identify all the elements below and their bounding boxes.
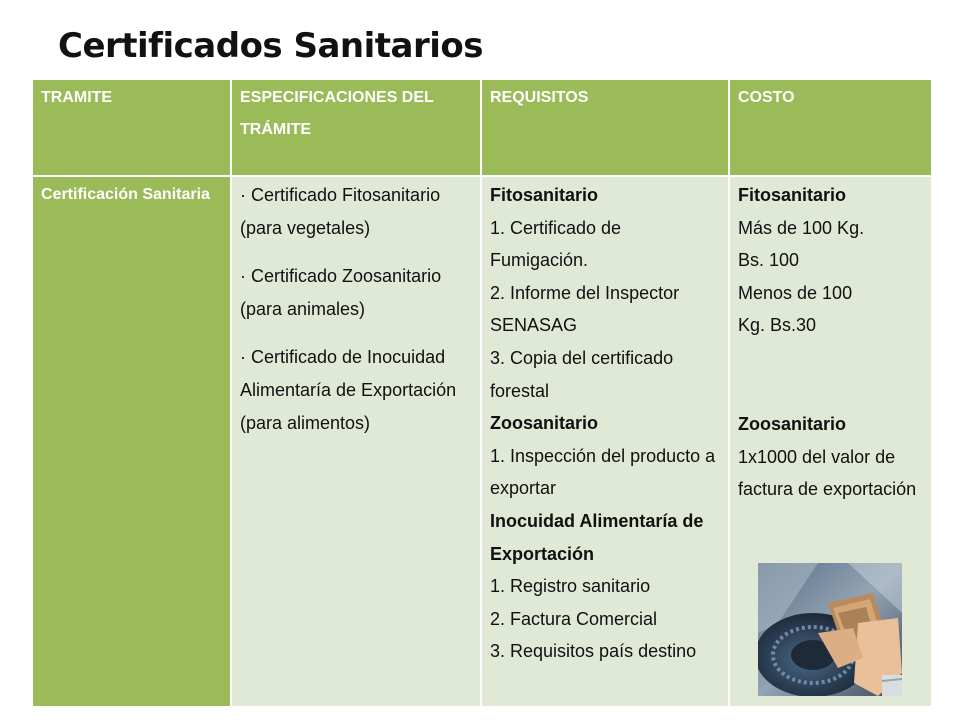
req-inocuidad-title: Inocuidad Alimentaría de Exportación (490, 510, 704, 564)
header-costo: COSTO (730, 80, 933, 177)
costo-line: Menos de 100 (738, 282, 853, 303)
money-hands-image-icon (758, 563, 902, 696)
spec-item: · Certificado de Inocuidad Alimentaría de Exportación (para alimentos) (240, 347, 457, 433)
req-item: 1. Certificado de Fumigación. (490, 217, 622, 271)
req-item: 3. Requisitos país destino (490, 641, 697, 662)
header-requisitos: REQUISITOS (482, 80, 730, 177)
page-title: Certificados Sanitarios (58, 26, 484, 66)
req-item: 2. Informe del Inspector SENASAG (490, 282, 680, 336)
costo-line: Bs. 100 (738, 250, 800, 271)
req-zoo-title: Zoosanitario (490, 413, 599, 434)
req-fito-title: Fitosanitario (490, 185, 599, 205)
spec-item: · Certificado Fitosanitario (para vegetales) (240, 185, 441, 238)
spacer (738, 342, 923, 408)
costo-zoo-text: 1x1000 del valor de factura de exportación (738, 446, 917, 500)
header-especificaciones: ESPECIFICACIONES DEL TRÁMITE (232, 80, 482, 177)
costo-zoo-title: Zoosanitario (738, 413, 847, 434)
costo-fito-title: Fitosanitario (738, 185, 847, 205)
spec-item: · Certificado Zoosanitario (para animales) (240, 266, 442, 319)
requisitos-cell (482, 177, 730, 708)
req-item: 1. Inspección del producto a exportar (490, 445, 716, 499)
especificaciones-cell (232, 177, 482, 708)
req-item: 1. Registro sanitario (490, 576, 651, 597)
costo-line: Más de 100 Kg. (738, 217, 865, 238)
money-photo (758, 563, 902, 696)
costo-line: Kg. Bs.30 (738, 315, 817, 336)
header-tramite: TRAMITE (33, 80, 232, 177)
req-item: 3. Copia del certificado forestal (490, 347, 674, 401)
tramite-cell: Certificación Sanitaria (33, 177, 232, 708)
req-item: 2. Factura Comercial (490, 608, 658, 629)
